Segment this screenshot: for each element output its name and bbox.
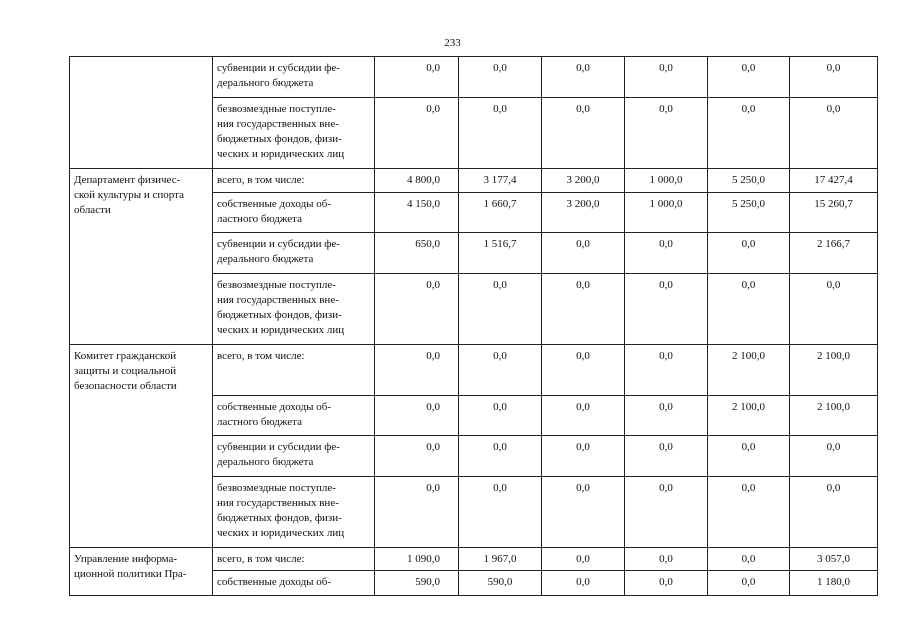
amount-cell: 0,0 (625, 57, 708, 98)
amount-cell: 0,0 (459, 345, 542, 396)
amount-cell: 0,0 (790, 98, 878, 169)
amount-cell: 0,0 (542, 436, 625, 477)
amount-cell: 1 090,0 (375, 548, 459, 571)
amount-cell: 0,0 (625, 548, 708, 571)
funding-source-cell: безвозмездные поступле- ния государственных вне- бюджетных фондов, физи- ческих и юридических лиц (213, 98, 375, 169)
amount-cell: 5 250,0 (708, 193, 790, 233)
amount-cell: 0,0 (542, 571, 625, 596)
amount-cell: 0,0 (625, 436, 708, 477)
amount-cell: 0,0 (625, 571, 708, 596)
amount-cell: 0,0 (542, 548, 625, 571)
amount-cell: 0,0 (625, 477, 708, 548)
amount-cell: 0,0 (625, 274, 708, 345)
amount-cell: 0,0 (375, 345, 459, 396)
amount-cell: 0,0 (542, 98, 625, 169)
amount-cell: 0,0 (708, 436, 790, 477)
amount-cell: 0,0 (459, 98, 542, 169)
amount-cell: 0,0 (708, 477, 790, 548)
organization-cell: Департамент физичес- ской культуры и спорта области (70, 169, 213, 345)
amount-cell: 2 166,7 (790, 233, 878, 274)
amount-cell: 590,0 (459, 571, 542, 596)
table-row (70, 548, 878, 571)
amount-cell: 0,0 (790, 274, 878, 345)
amount-cell: 0,0 (625, 396, 708, 436)
amount-cell: 2 100,0 (708, 396, 790, 436)
amount-cell: 0,0 (625, 345, 708, 396)
funding-source-cell: безвозмездные поступле- ния государственных вне- бюджетных фондов, физи- ческих и юридических лиц (213, 477, 375, 548)
amount-cell: 0,0 (542, 396, 625, 436)
table-row (70, 169, 878, 193)
amount-cell: 0,0 (542, 477, 625, 548)
amount-cell: 1 516,7 (459, 233, 542, 274)
funding-source-cell: всего, в том числе: (213, 169, 375, 193)
budget-table (69, 56, 878, 596)
amount-cell: 0,0 (375, 477, 459, 548)
funding-source-cell: всего, в том числе: (213, 548, 375, 571)
amount-cell: 0,0 (708, 548, 790, 571)
amount-cell: 2 100,0 (790, 396, 878, 436)
amount-cell: 1 000,0 (625, 169, 708, 193)
funding-source-cell: собственные доходы об- ластного бюджета (213, 193, 375, 233)
table-row (70, 57, 878, 98)
amount-cell: 0,0 (459, 396, 542, 436)
amount-cell: 650,0 (375, 233, 459, 274)
amount-cell: 1 000,0 (625, 193, 708, 233)
amount-cell: 0,0 (708, 274, 790, 345)
amount-cell: 0,0 (542, 57, 625, 98)
funding-source-cell: всего, в том числе: (213, 345, 375, 396)
funding-source-cell: собственные доходы об- ластного бюджета (213, 396, 375, 436)
organization-cell: Управление информа- ционной политики Пра- (70, 548, 213, 596)
amount-cell: 0,0 (459, 436, 542, 477)
amount-cell: 0,0 (708, 57, 790, 98)
amount-cell: 2 100,0 (790, 345, 878, 396)
amount-cell: 0,0 (542, 345, 625, 396)
amount-cell: 1 967,0 (459, 548, 542, 571)
amount-cell: 0,0 (625, 98, 708, 169)
amount-cell: 0,0 (708, 98, 790, 169)
table-body (70, 57, 878, 596)
amount-cell: 3 200,0 (542, 169, 625, 193)
organization-cell: Комитет гражданской защиты и социальной безопасности области (70, 345, 213, 548)
amount-cell: 0,0 (459, 477, 542, 548)
amount-cell: 0,0 (375, 57, 459, 98)
amount-cell: 0,0 (375, 98, 459, 169)
funding-source-cell: субвенции и субсидии фе- дерального бюджета (213, 436, 375, 477)
funding-source-cell: безвозмездные поступле- ния государственных вне- бюджетных фондов, физи- ческих и юридических лиц (213, 274, 375, 345)
amount-cell: 1 660,7 (459, 193, 542, 233)
amount-cell: 0,0 (375, 436, 459, 477)
table-row (70, 345, 878, 396)
amount-cell: 4 800,0 (375, 169, 459, 193)
amount-cell: 2 100,0 (708, 345, 790, 396)
funding-source-cell: собственные доходы об- (213, 571, 375, 596)
amount-cell: 3 057,0 (790, 548, 878, 571)
amount-cell: 0,0 (790, 436, 878, 477)
funding-source-cell: субвенции и субсидии фе- дерального бюджета (213, 233, 375, 274)
amount-cell: 15 260,7 (790, 193, 878, 233)
amount-cell: 0,0 (625, 233, 708, 274)
amount-cell: 0,0 (375, 396, 459, 436)
amount-cell: 17 427,4 (790, 169, 878, 193)
amount-cell: 0,0 (542, 233, 625, 274)
amount-cell: 5 250,0 (708, 169, 790, 193)
amount-cell: 0,0 (790, 477, 878, 548)
amount-cell: 0,0 (708, 233, 790, 274)
amount-cell: 0,0 (459, 274, 542, 345)
amount-cell: 0,0 (708, 571, 790, 596)
amount-cell: 3 200,0 (542, 193, 625, 233)
amount-cell: 0,0 (375, 274, 459, 345)
funding-source-cell: субвенции и субсидии фе- дерального бюджета (213, 57, 375, 98)
amount-cell: 0,0 (542, 274, 625, 345)
amount-cell: 0,0 (790, 57, 878, 98)
amount-cell: 3 177,4 (459, 169, 542, 193)
amount-cell: 590,0 (375, 571, 459, 596)
organization-cell (70, 57, 213, 169)
amount-cell: 4 150,0 (375, 193, 459, 233)
amount-cell: 0,0 (459, 57, 542, 98)
amount-cell: 1 180,0 (790, 571, 878, 596)
page-number: 233 (444, 37, 461, 49)
